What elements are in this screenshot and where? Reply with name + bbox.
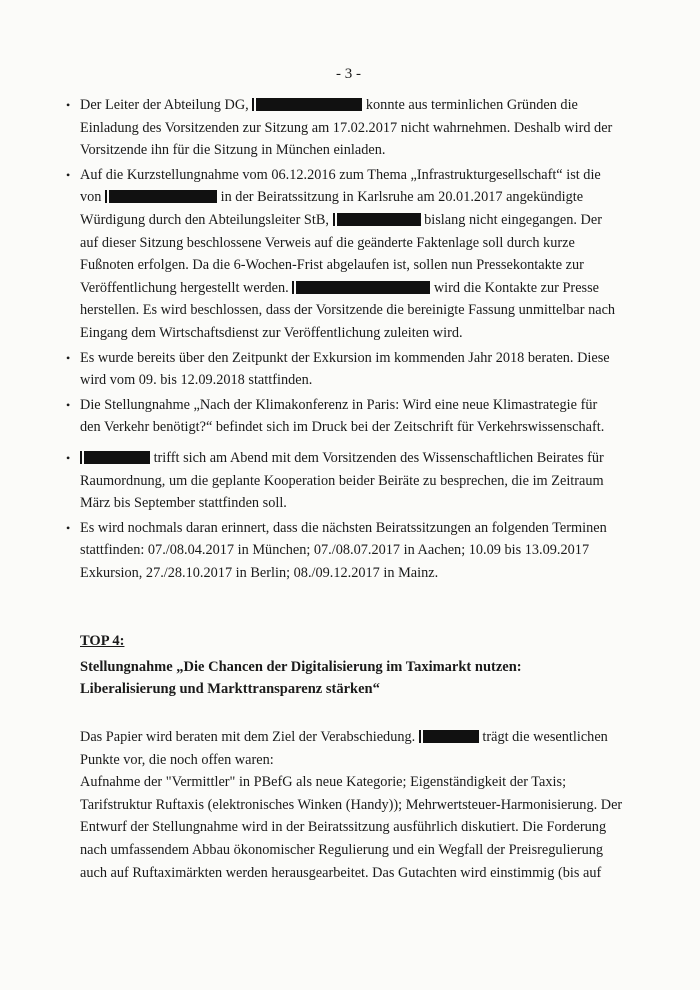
redaction-bar (292, 281, 430, 294)
text-span: Das Papier wird beraten mit dem Ziel der Verabschiedung. (80, 729, 419, 745)
text-span: bislang nicht eingegangen. Der auf dieser Sitzung beschlossene Verweis auf die geänderte Faktenlage soll durch kurze Fußnoten erfolgen. Da die 6-Wochen-Frist abgelaufen ist, sollen nun Pressekontakte zur Veröffentlichung hergestellt werden. (80, 211, 602, 296)
list-item (80, 447, 620, 515)
redaction-bar (80, 451, 150, 464)
text-span: in der Beiratssitzung in Karlsruhe am 20.01.2017 angekündigte Würdigung durch den Abteilungsleiter StB, (80, 189, 584, 228)
list-item (80, 517, 620, 585)
redaction-bar (419, 730, 479, 743)
text-span: Es wurde bereits über den Zeitpunkt der Exkursion im kommenden Jahr 2018 beraten. Diese wird vom 09. bis 12.09.2018 stattfinden. (80, 349, 610, 389)
body-text (80, 726, 625, 884)
text-span: wird die Kontakte zur Presse herstellen. Es wird beschlossen, dass der Vorsitzende die bereinigte Fassung unmittelbar nach Eingang dem Wirtschaftsdienst zur Veröffentlichung zuleiten wird. (80, 279, 616, 341)
text-span: Auf die Kurzstellungnahme vom 06.12.2016 zum Thema „Infrastrukturgesellschaft“ ist die von (80, 166, 601, 206)
list-item (80, 94, 620, 162)
text-span: Es wird nochmals daran erinnert, dass die nächsten Beiratssitzungen an folgenden Terminen stattfinden: 07./08.04.2017 in München; 07./08.07.2017 in Aachen; 10.09 bis 13.09.2017 Exkursion, 27./28.10.2017 in Berlin; 08./09.12.2017 in Mainz. (80, 519, 607, 581)
list-item (80, 347, 620, 392)
redaction-bar (333, 213, 421, 226)
page-number: - 3 - (336, 66, 361, 82)
section-heading: TOP 4: (80, 633, 125, 649)
redaction-bar (105, 190, 217, 203)
list-item (80, 164, 620, 345)
paragraph: Aufnahme der "Vermittler" in PBefG als neue Kategorie; Eigenständigkeit der Taxis; Tarifstruktur Ruftaxis (elektronisches Winken (Handy)); Mehrwertsteuer-Harmonisierung. Der Entwurf der Stellungnahme wird in der Beiratssitzung ausführlich diskutiert. Die Forderung nach umfassendem Abbau ökonomischer Regulierung und ein Wegfall der Preisregulierung auch auf Ruftaximärkten werden herausgearbeitet. Das Gutachten wird einstimmig (bis auf (80, 774, 623, 881)
bullet-list (80, 94, 620, 586)
text-span: Die Stellungnahme „Nach der Klimakonferenz in Paris: Wird eine neue Klimastrategie für den Verkehr benötigt?“ befindet sich im Druck bei der Zeitschrift für Verkehrswissenschaft. (80, 396, 605, 436)
redaction-bar (252, 98, 362, 111)
text-span: konnte aus terminlichen Gründen die Einladung des Vorsitzenden zur Sitzung am 17.02.2017 nicht wahrnehmen. Deshalb wird der Vorsitzende ihn für die Sitzung in München einladen. (80, 97, 613, 159)
list-item (80, 394, 620, 439)
paragraph (80, 726, 625, 771)
text-span: trifft sich am Abend mit dem Vorsitzenden des Wissenschaftlichen Beirates für Raumordnung, um die geplante Kooperation beider Beiräte zu besprechen, die im Zeitraum März bis September stattfinden soll. (80, 449, 604, 512)
section-title: Stellungnahme „Die Chancen der Digitalisierung im Taximarkt nutzen: Liberalisierung und Markttransparenz stärken“ (80, 659, 522, 697)
text-span: trägt die wesentlichen Punkte vor, die noch offen waren: (80, 729, 608, 768)
text-span: Der Leiter der Abteilung DG, (80, 97, 253, 113)
